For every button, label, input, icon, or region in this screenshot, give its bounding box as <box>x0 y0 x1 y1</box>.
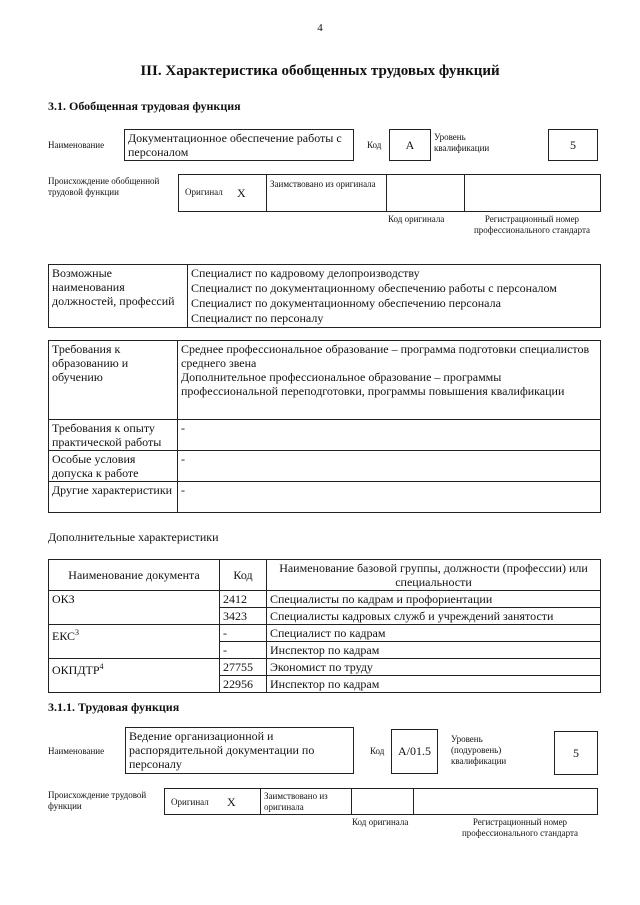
extra-doc: ОКЗ <box>49 591 220 625</box>
gtf-code-value: A <box>389 129 431 161</box>
extra-doc: ЕКС$^3$ <box>49 625 220 659</box>
tf-name-value: Ведение организационной и распорядительной документации по персоналу <box>125 727 354 774</box>
tf-origin-box <box>164 788 598 815</box>
gtf-origin-mark: X <box>237 186 246 200</box>
extra-header: Наименование документа <box>49 560 220 591</box>
section-title: III. Характеристика обобщенных трудовых функций <box>140 63 500 79</box>
tf-origin-borrowed: Заимствовано из оригинала <box>264 791 328 812</box>
tf-code-label: Код <box>370 746 385 756</box>
gtf-origin-box <box>178 174 601 212</box>
extra-code: - <box>220 642 267 659</box>
extra-code: 2412 <box>220 591 267 608</box>
tf-name-label: Наименование <box>48 746 105 756</box>
gtf-name-value: Документационное обеспечение работы с персоналом <box>124 129 354 161</box>
tf-origin-label: Происхождение трудовой функции <box>48 790 147 811</box>
tf-origin-mark: X <box>227 795 236 809</box>
gtf-level-value: 5 <box>548 129 598 161</box>
req-label: Особые условия допуска к работе <box>49 451 178 482</box>
positions-label: Возможные наименования должностей, профессий <box>49 265 188 328</box>
req-value: Среднее профессиональное образование – программа подготовки специалистов среднего звена Дополнительное профессиональное образование – программы профессиональной переподготовки, программы повышения квалификации <box>178 341 601 420</box>
gtf-origin-label: Происхождение обобщенной трудовой функции <box>48 176 160 197</box>
extra-doc: ОКПДТР$^4$ <box>49 659 220 693</box>
extra-name: Инспектор по кадрам <box>267 642 601 659</box>
req-value: - <box>178 451 601 482</box>
position-item: Специалист по кадровому делопроизводству <box>191 266 420 280</box>
extra-name: Экономист по труду <box>267 659 601 676</box>
page-number: 4 <box>317 22 323 34</box>
extra-code: 27755 <box>220 659 267 676</box>
extra-header: Наименование базовой группы, должности (профессии) или специальности <box>267 560 601 591</box>
extra-code: - <box>220 625 267 642</box>
extra-name: Специалисты по кадрам и профориентации <box>267 591 601 608</box>
gtf-name-label: Наименование <box>48 140 105 150</box>
extra-header: Код <box>220 560 267 591</box>
gtf-origin-original: Оригинал <box>185 187 223 197</box>
req-label: Требования к образованию и обучению <box>49 341 178 420</box>
gtf-origin-reg-caption: Регистрационный номер профессионального стандарта <box>473 214 591 235</box>
extra-code: 3423 <box>220 608 267 625</box>
tf-heading: 3.1.1. Трудовая функция <box>48 700 180 714</box>
position-item: Специалист по документационному обеспечению персонала <box>191 296 501 310</box>
tf-origin-original: Оригинал <box>171 797 209 807</box>
requirements-table <box>48 340 601 513</box>
tf-origin-code-caption: Код оригинала <box>352 817 409 827</box>
gtf-origin-code-caption: Код оригинала <box>388 214 445 224</box>
extra-name: Инспектор по кадрам <box>267 676 601 693</box>
tf-code-value: A/01.5 <box>391 729 438 774</box>
gtf-heading: 3.1. Обобщенная трудовая функция <box>48 99 241 113</box>
req-label: Другие характеристики <box>49 482 178 513</box>
tf-level-label: Уровень (подуровень) квалификации <box>451 734 507 766</box>
extra-heading: Дополнительные характеристики <box>48 530 219 544</box>
position-item: Специалист по персоналу <box>191 311 324 325</box>
position-item: Специалист по документационному обеспечению работы с персоналом <box>191 281 557 295</box>
tf-level-value: 5 <box>554 731 598 775</box>
gtf-code-label: Код <box>367 140 382 150</box>
req-value: - <box>178 420 601 451</box>
extra-code: 22956 <box>220 676 267 693</box>
positions-table <box>48 264 601 328</box>
extra-name: Специалист по кадрам <box>267 625 601 642</box>
tf-origin-reg-caption: Регистрационный номер профессионального стандарта <box>461 817 579 838</box>
extra-table <box>48 559 601 693</box>
req-value: - <box>178 482 601 513</box>
extra-name: Специалисты кадровых служб и учреждений занятости <box>267 608 601 625</box>
gtf-level-label: Уровень квалификации <box>434 132 490 153</box>
req-label: Требования к опыту практической работы <box>49 420 178 451</box>
gtf-origin-borrowed: Заимствовано из оригинала <box>270 179 376 189</box>
positions-values <box>188 265 601 328</box>
